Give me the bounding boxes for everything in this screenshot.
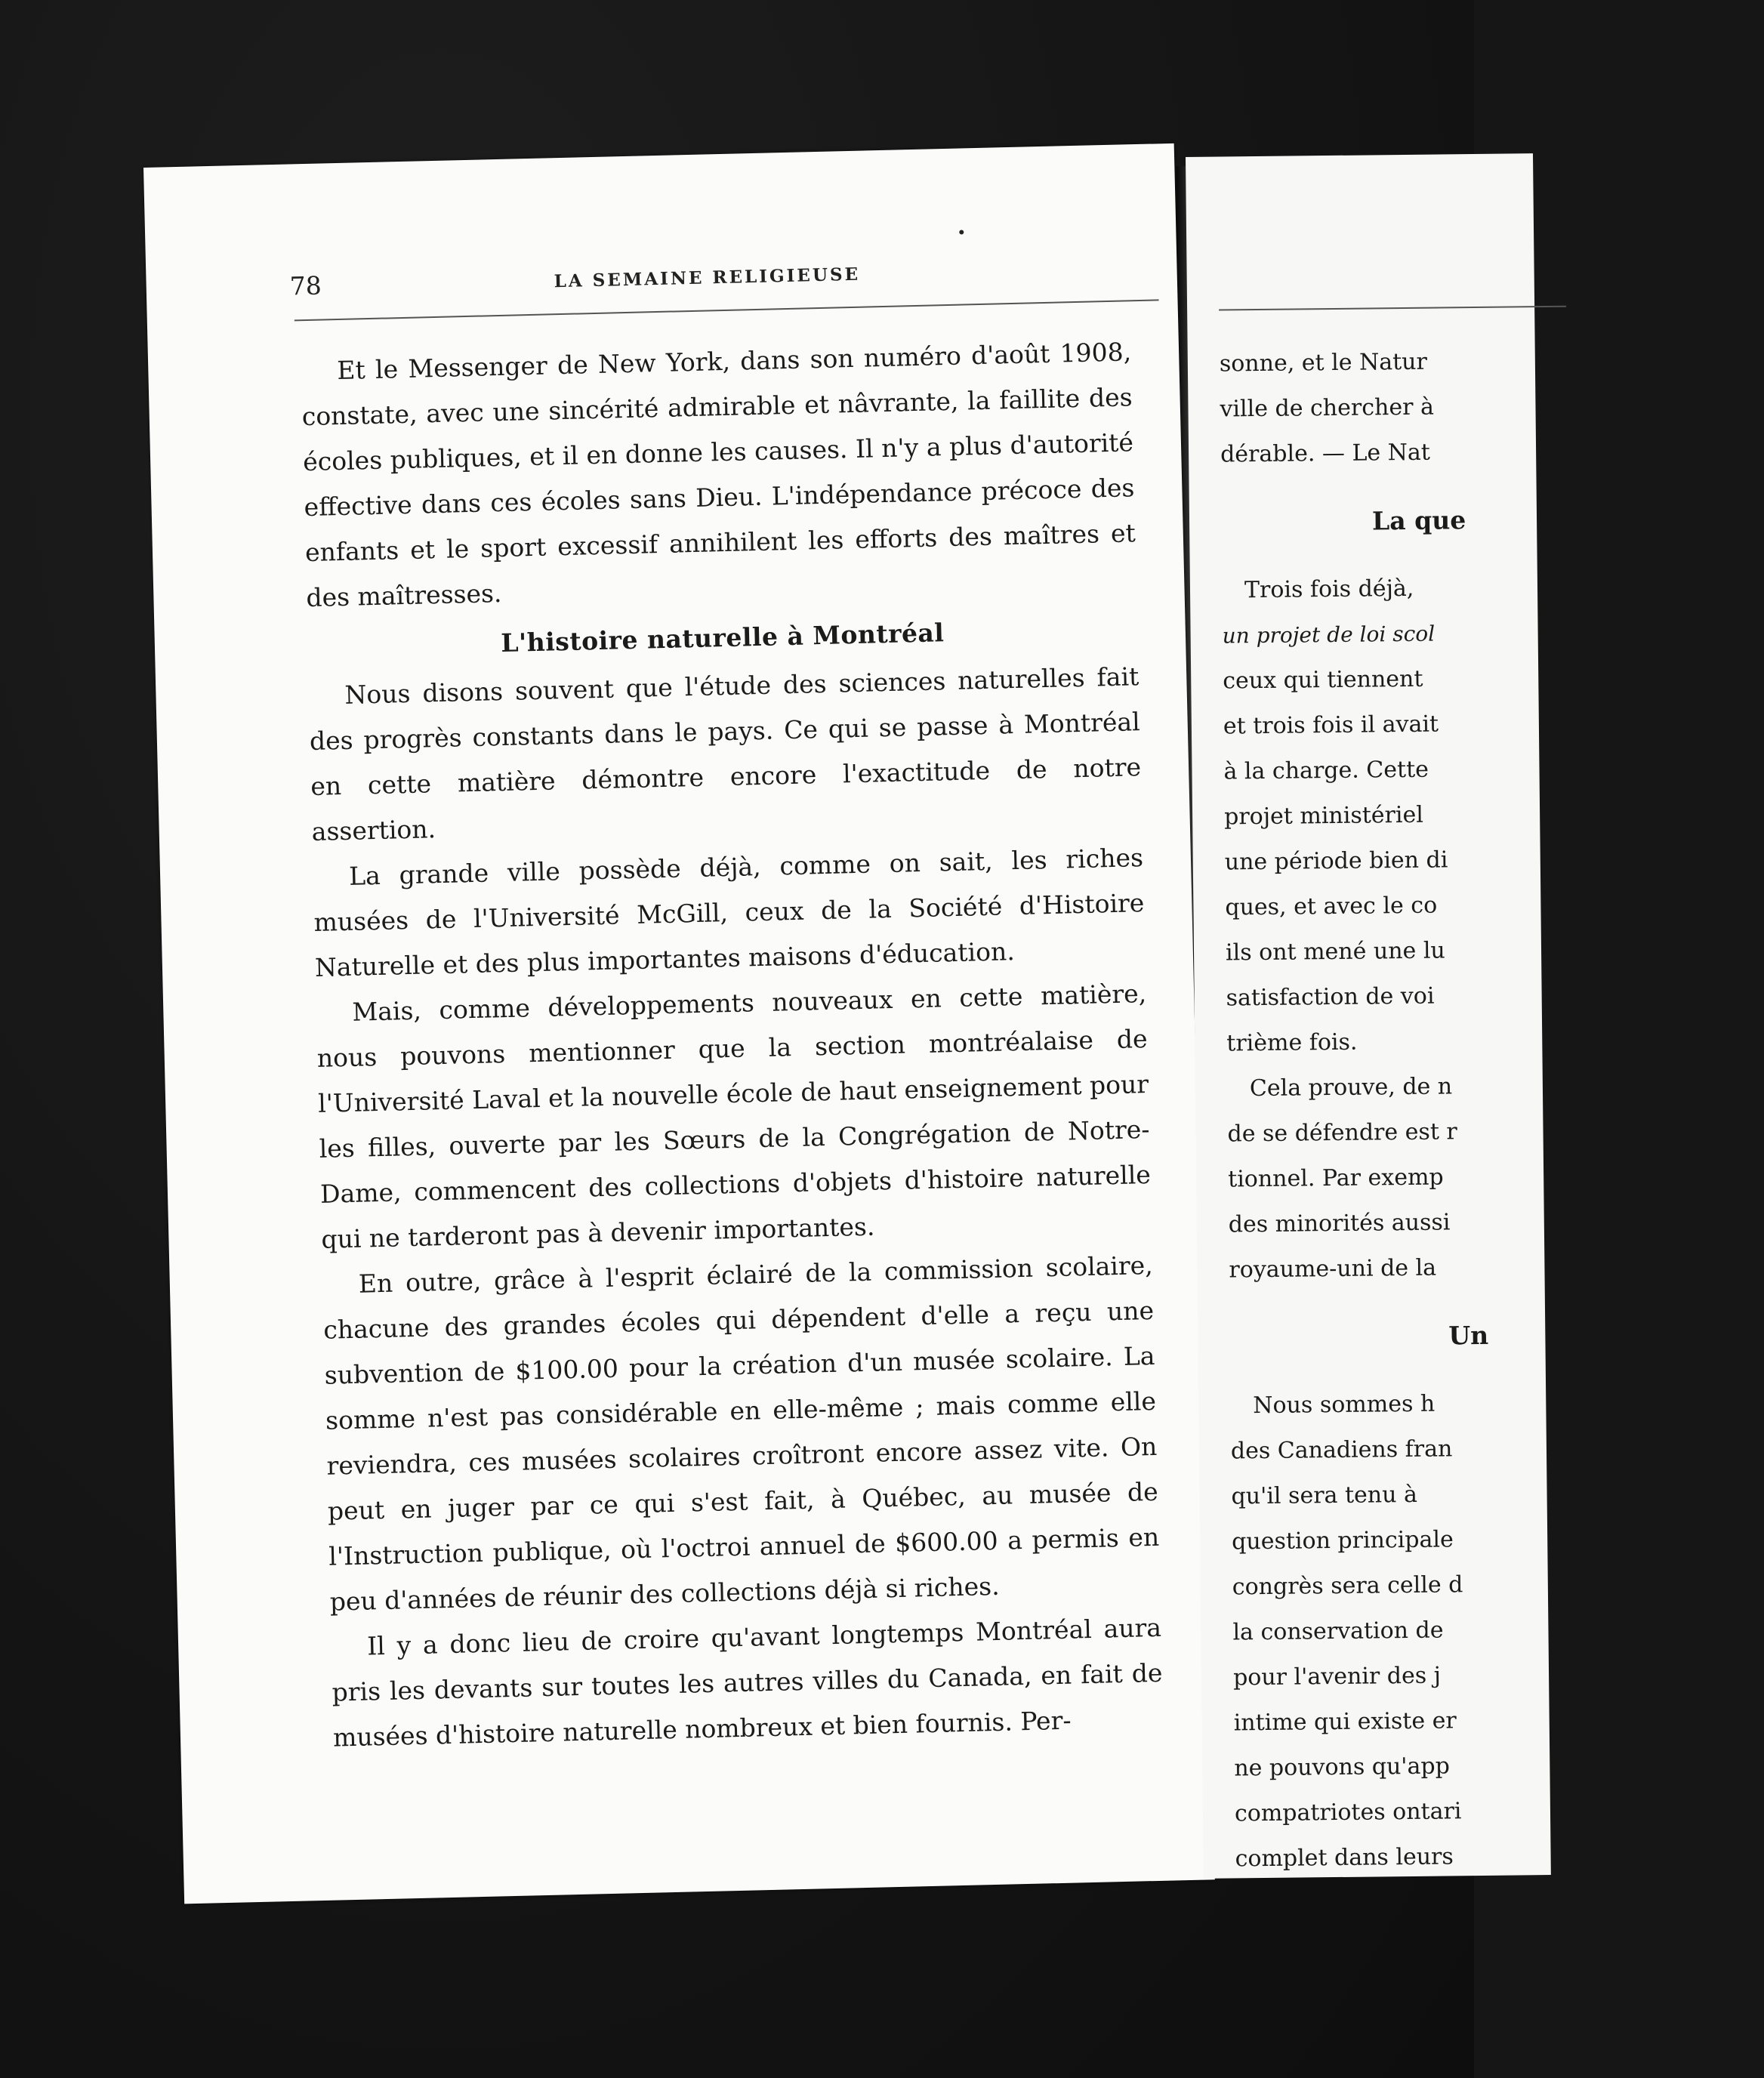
right-line: à la charge. Cette <box>1223 756 1429 785</box>
right-line: satisfaction de voi <box>1226 982 1435 1012</box>
right-line: la conservation de <box>1232 1617 1444 1646</box>
running-head <box>289 254 1053 302</box>
right-header-rule <box>1219 306 1566 311</box>
right-line: qu'il sera tenu à <box>1231 1481 1418 1510</box>
right-line: pour l'avenir des j <box>1232 1662 1442 1691</box>
right-line: complet dans leurs <box>1235 1843 1454 1873</box>
right-line: Trois fois déjà, <box>1244 575 1414 604</box>
right-line: ville de chercher à <box>1220 393 1435 423</box>
right-line: de se défendre est r <box>1227 1118 1457 1148</box>
right-heading: Un <box>1448 1320 1489 1351</box>
right-line: intime qui existe er <box>1233 1707 1457 1737</box>
right-line: Nous sommes h <box>1253 1390 1436 1420</box>
page-number: 78 <box>289 270 322 301</box>
right-line: tionnel. Par exemp <box>1227 1164 1444 1193</box>
right-line: ceux qui tiennent <box>1223 665 1423 695</box>
head-dot <box>959 230 964 234</box>
right-line: une période bien di <box>1224 846 1448 876</box>
right-line: ne pouvons qu'app <box>1234 1753 1451 1782</box>
right-body-text <box>1220 336 1764 1882</box>
section-paragraph: Il y a donc lieu de croire qu'avant longtemps Montréal aura pris les devants sur toutes les autres villes du Canada, en fait de musées d'histoire naturelle nombreux et bien fournis. Per- <box>332 1612 1163 1753</box>
right-line: question principale <box>1232 1526 1454 1555</box>
right-page <box>1186 153 1551 1879</box>
right-line: dérable. — Le Nat <box>1220 439 1431 468</box>
right-line: sonne, et le Natur <box>1219 348 1428 378</box>
right-line: compatriotes ontari <box>1234 1798 1462 1827</box>
left-body-text <box>301 329 1164 1760</box>
right-line: projet ministériel <box>1223 801 1424 831</box>
right-line: des minorités aussi <box>1228 1209 1451 1238</box>
right-line: royaume-uni de la <box>1229 1254 1437 1284</box>
right-line: ils ont mené une lu <box>1225 937 1445 967</box>
header-rule <box>295 299 1159 321</box>
right-line: Cela prouve, de n <box>1249 1073 1453 1102</box>
section-paragraph: En outre, grâce à l'esprit éclairé de la commission scolaire, chacune des grandes écoles qui dépendent d'elle a reçu une subvention de $100.00 pour la création d'un musée scolaire. La somme n'est pas considérable en elle-même ; mais comme elle reviendra, ces musées scolaires croîtront encore assez vite. On peut en juger par ce qui s'est fait, à Québec, au musée de l'Instruction publique, où l'octroi annuel de $600.00 a permis en peu d'années de réunir des collections déjà si riches. <box>322 1250 1160 1617</box>
right-line: et trois fois il avait <box>1223 711 1439 740</box>
section-heading: L'histoire naturelle à Montréal <box>500 618 945 658</box>
intro-paragraph: Et le Messenger de New York, dans son numéro d'août 1908, constate, avec une sincérité admirable et nâvrante, la faillite des écoles publiques, et il en donne les causes. Il n'y a plus d'autorité effective dans ces écoles sans Dieu. L'indépendance précoce des enfants et le sport excessif annihilent les efforts des maîtres et des maîtresses. <box>301 337 1136 613</box>
left-page <box>143 143 1215 1904</box>
right-heading: La que <box>1371 505 1466 536</box>
running-head-title: LA SEMAINE RELIGIEUSE <box>554 264 861 292</box>
section-paragraph: La grande ville possède déjà, comme on sait, les riches musées de l'Université McGill, ceux de la Société d'Histoire Naturelle et des plus importantes maisons d'éducation. <box>313 843 1145 982</box>
section-paragraph: Nous disons souvent que l'étude des sciences naturelles fait des progrès constants dans le pays. Ce qui se passe à Montréal en cette matière démontre encore l'exactitude de notre assertion. <box>309 661 1142 846</box>
section-paragraph: Mais, comme développements nouveaux en cette matière, nous pouvons mentionner que la section montréalaise de l'Université Laval et la nouvelle école de haut enseignement pour les filles, ouverte par les Sœurs de la Congrégation de Notre-Dame, commencent des collections d'objets d'histoire naturelle qui ne tarderont pas à devenir importantes. <box>316 979 1152 1254</box>
right-line: trième fois. <box>1226 1028 1358 1057</box>
right-line: ques, et avec le co <box>1225 892 1438 921</box>
right-line: un projet de loi scol <box>1222 621 1436 649</box>
right-line: des Canadiens fran <box>1230 1435 1453 1465</box>
right-line: congrès sera celle d <box>1232 1571 1463 1601</box>
